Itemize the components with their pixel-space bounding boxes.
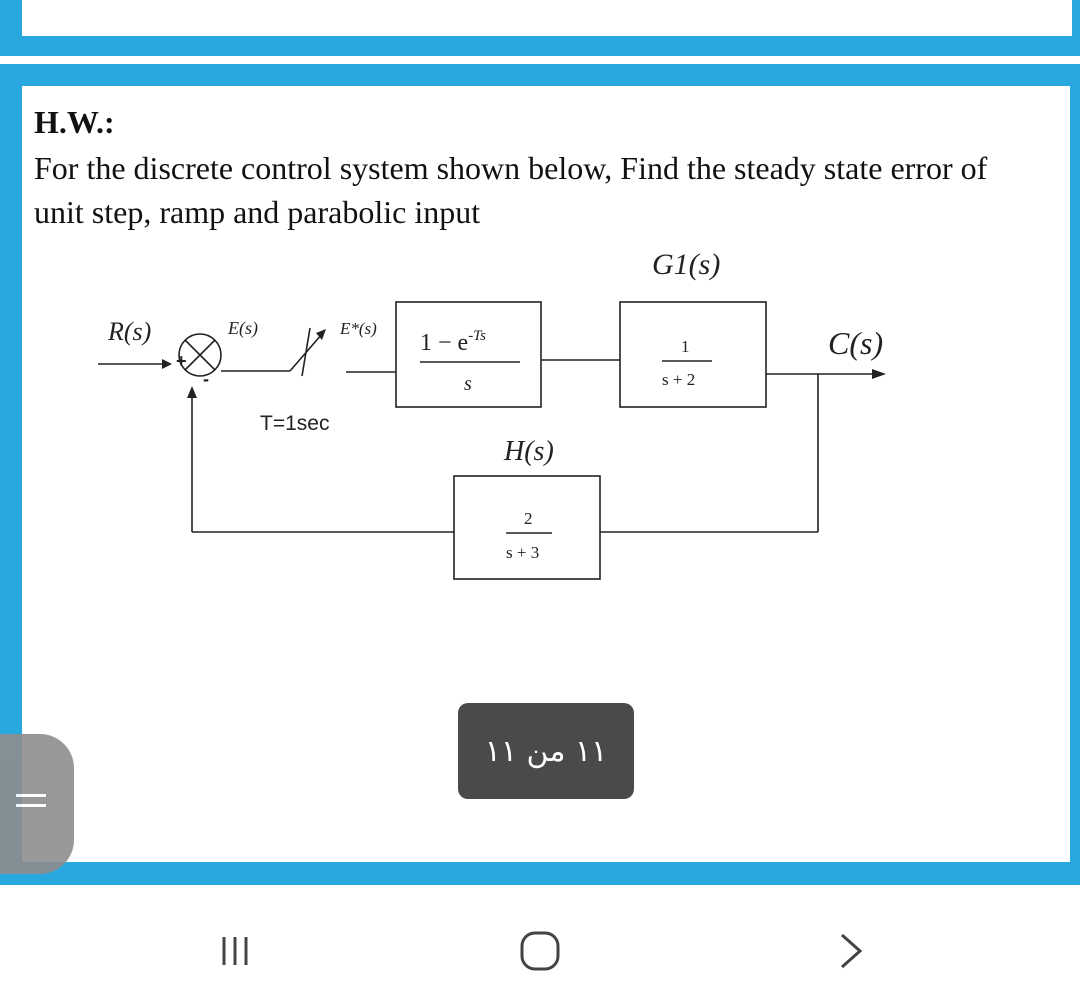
- grip-line: [16, 804, 46, 807]
- back-button[interactable]: [824, 925, 884, 985]
- recent-apps-button[interactable]: [210, 925, 270, 985]
- h-label: H(s): [504, 436, 554, 467]
- zoh-exponent: -Ts: [468, 328, 486, 344]
- current-page[interactable]: [22, 86, 1070, 862]
- scroll-handle[interactable]: [0, 734, 74, 874]
- error-label: E(s): [228, 318, 258, 338]
- g1-label: G1(s): [652, 248, 721, 281]
- h-denominator: s + 3: [506, 543, 540, 562]
- recent-apps-icon: [210, 925, 270, 985]
- home-icon: [512, 925, 572, 985]
- sampling-period: T=1sec: [260, 412, 330, 435]
- g1-denominator: s + 2: [662, 370, 696, 389]
- grip-line: [16, 794, 46, 797]
- feedback-arrowhead: [187, 386, 197, 398]
- output-label: C(s): [828, 325, 884, 361]
- g1-numerator: 1: [681, 337, 690, 356]
- zoh-numerator-base: 1 − e: [420, 330, 469, 356]
- hw-title: H.W.:: [34, 104, 115, 140]
- h-numerator: 2: [524, 509, 533, 528]
- input-arrowhead: [162, 359, 172, 369]
- page-indicator: ١١ من ١١: [458, 703, 634, 799]
- previous-page[interactable]: [22, 0, 1072, 36]
- g1-block: [620, 302, 766, 407]
- sampled-label: E*(s): [340, 319, 377, 338]
- minus-sign: -: [203, 369, 209, 389]
- sampler-arc: [302, 328, 310, 376]
- question-text: For the discrete control system shown below, Find the steady state error of unit step, ramp and parabolic input: [34, 150, 988, 230]
- back-icon: [824, 925, 884, 985]
- plus-sign: +: [176, 351, 187, 371]
- zoh-denominator: s: [464, 373, 472, 395]
- input-label: R(s): [108, 317, 152, 346]
- output-arrowhead: [872, 369, 886, 379]
- page-divider: [0, 56, 1080, 64]
- system-nav-bar: [0, 885, 1080, 1007]
- home-button[interactable]: [512, 925, 572, 985]
